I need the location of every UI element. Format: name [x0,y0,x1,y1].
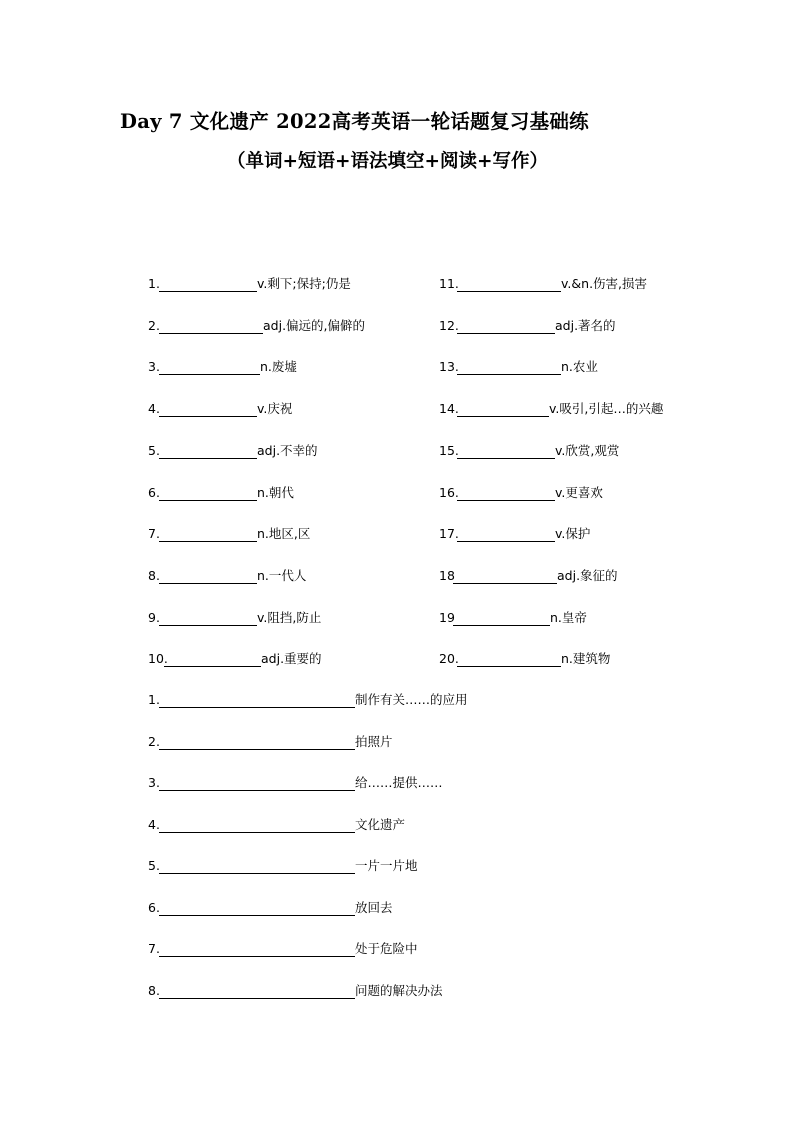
vocab-meaning: v.庆祝 [257,401,293,417]
phrase-meaning: 放回去 [355,899,393,915]
phrase-item [148,900,393,916]
vocab-number: 17. [439,526,459,542]
vocab-meaning: n.一代人 [257,567,307,583]
vocab-answer-blank[interactable] [159,445,257,459]
vocab-meaning: v.更喜欢 [555,484,603,500]
phrase-number: 8. [148,982,160,998]
phrase-item [148,817,405,833]
phrase-item [148,858,418,874]
vocab-meaning: v.剩下;保持;仍是 [257,276,351,291]
phrase-answer-blank[interactable] [159,902,355,916]
vocab-number: 13. [439,359,459,375]
vocab-answer-blank[interactable] [159,528,257,542]
phrase-meaning: 文化遗产 [355,816,406,832]
vocab-number: 20. [439,651,459,667]
vocab-meaning: v.保护 [555,526,591,542]
vocab-number: 2. [148,317,160,333]
vocab-meaning: n.建筑物 [561,651,611,667]
vocab-number: 8. [148,567,160,583]
vocab-meaning: n.皇帝 [550,609,587,625]
vocab-answer-blank[interactable] [164,653,261,667]
vocab-item [148,318,365,334]
vocab-item [148,485,294,501]
vocab-number: 9. [148,609,160,625]
vocab-item [439,651,610,667]
vocab-answer-blank[interactable] [159,403,257,417]
phrase-answer-blank[interactable] [159,736,355,750]
vocab-item [148,401,292,417]
vocab-answer-blank[interactable] [159,612,257,626]
vocab-item [439,526,590,542]
phrase-number: 2. [148,733,160,749]
vocab-item [439,401,663,417]
vocab-answer-blank[interactable] [457,445,555,459]
vocab-number: 18 [439,567,455,583]
vocab-meaning: v.&n.伤害,损害 [561,276,648,291]
vocab-answer-blank[interactable] [159,570,257,584]
vocab-answer-blank[interactable] [159,278,257,292]
vocab-item [148,359,297,375]
vocab-answer-blank[interactable] [457,320,555,334]
vocab-item [439,276,647,292]
phrase-number: 3. [148,775,160,790]
phrase-number: 1. [148,692,160,707]
phrase-meaning: 处于危险中 [355,941,418,956]
phrase-meaning: 制作有关……的应用 [355,692,468,707]
vocab-meaning: n.朝代 [257,484,294,500]
vocab-meaning: n.农业 [561,359,598,375]
vocab-number: 12. [439,317,459,333]
phrase-meaning: 拍照片 [355,733,393,749]
vocab-meaning: adj.重要的 [261,651,322,667]
page-title: Day 7 文化遗产 2022高考英语一轮话题复习基础练 [120,110,589,133]
phrase-number: 4. [148,816,160,832]
vocab-number: 7. [148,526,160,542]
phrase-item [148,983,443,999]
phrase-answer-blank[interactable] [159,819,355,833]
vocab-number: 1. [148,276,160,291]
vocab-item [439,443,619,459]
vocab-number: 19 [439,609,455,625]
vocab-meaning: v.欣赏,观赏 [555,442,620,458]
vocab-item [439,568,618,584]
vocab-answer-blank[interactable] [457,361,561,375]
vocab-answer-blank[interactable] [457,487,555,501]
phrase-answer-blank[interactable] [159,985,355,999]
vocab-number: 6. [148,484,160,500]
vocab-number: 16. [439,484,459,500]
vocab-answer-blank[interactable] [159,487,257,501]
vocab-meaning: v.阻挡,防止 [257,609,322,625]
vocab-item [148,568,306,584]
vocab-item [148,443,318,459]
phrase-meaning: 给……提供…… [355,775,443,790]
phrase-number: 5. [148,858,160,873]
vocab-meaning: adj.不幸的 [257,442,318,458]
vocab-meaning: n.地区,区 [257,526,311,542]
vocab-answer-blank[interactable] [457,403,549,417]
page-subtitle: （单词+短语+语法填空+阅读+写作） [227,151,549,172]
vocab-number: 11. [439,276,459,291]
phrase-answer-blank[interactable] [159,777,355,791]
vocab-meaning: n.废墟 [260,359,297,375]
vocab-item [148,526,310,542]
vocab-answer-blank[interactable] [457,278,561,292]
vocab-item [439,485,603,501]
vocab-item [439,359,598,375]
vocab-meaning: adj.著名的 [555,317,616,333]
vocab-number: 10. [148,651,168,667]
vocab-item [148,651,322,667]
phrase-item [148,941,418,957]
phrase-number: 6. [148,899,160,915]
vocab-number: 4. [148,401,160,417]
vocab-number: 15. [439,442,459,458]
vocab-meaning: v.吸引,引起…的兴趣 [549,401,664,417]
vocab-item [148,276,351,292]
phrase-item [148,692,468,708]
vocab-item [148,610,321,626]
phrase-meaning: 一片一片地 [355,858,418,873]
vocab-number: 5. [148,442,160,458]
phrase-answer-blank[interactable] [159,860,355,874]
vocab-answer-blank[interactable] [457,653,561,667]
vocab-meaning: adj.象征的 [557,567,618,583]
vocab-answer-blank[interactable] [453,612,550,626]
vocab-answer-blank[interactable] [453,570,557,584]
vocab-number: 3. [148,359,160,375]
phrase-item [148,775,443,791]
vocab-answer-blank[interactable] [159,320,263,334]
vocab-number: 14. [439,401,459,417]
vocab-meaning: adj.偏远的,偏僻的 [263,317,366,333]
phrase-answer-blank[interactable] [159,943,355,957]
phrase-item [148,734,393,750]
phrase-number: 7. [148,941,160,956]
phrase-answer-blank[interactable] [159,694,355,708]
vocab-item [439,610,587,626]
phrase-meaning: 问题的解决办法 [355,982,443,998]
vocab-item [439,318,616,334]
vocab-answer-blank[interactable] [159,361,260,375]
vocab-answer-blank[interactable] [457,528,555,542]
